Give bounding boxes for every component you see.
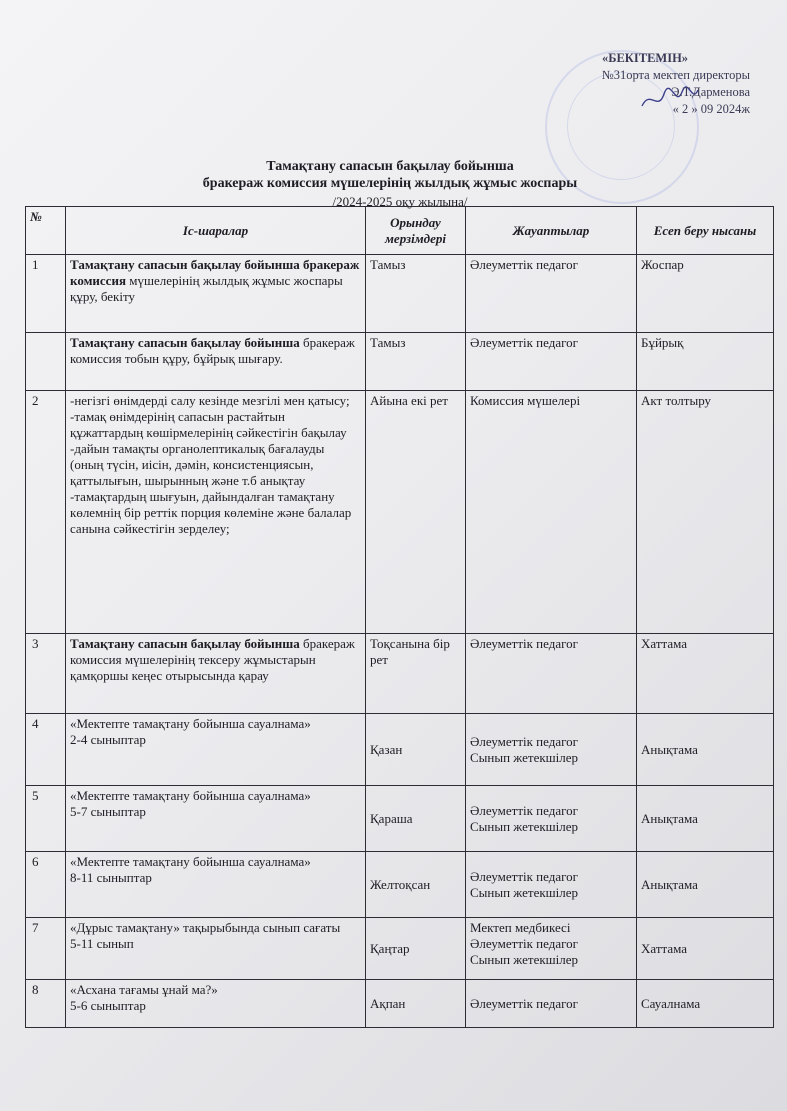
- row-deadline: Қаңтар: [366, 918, 466, 980]
- table-row: [26, 333, 774, 391]
- document-title: [150, 158, 630, 192]
- row-activity: «Мектепте тамақтану бойынша сауалнама» 5-7 сыныптар: [66, 786, 366, 852]
- col-header-responsible: Жауаптылар: [466, 207, 637, 255]
- row-number: 3: [26, 634, 66, 714]
- row-report: Сауалнама: [637, 980, 774, 1028]
- row-activity: «Мектепте тамақтану бойынша сауалнама» 2-4 сыныптар: [66, 714, 366, 786]
- row-responsible: Әлеуметтік педагог: [466, 980, 637, 1028]
- row-responsible: Мектеп медбикесі Әлеуметтік педагог Сынып жетекшілер: [466, 918, 637, 980]
- row-number: 5: [26, 786, 66, 852]
- row-report: Анықтама: [637, 786, 774, 852]
- row-report: Анықтама: [637, 714, 774, 786]
- row-activity: Тамақтану сапасын бақылау бойынша бракераж комиссия мүшелерінің жылдық жұмыс жоспары құру, бекіту: [66, 255, 366, 333]
- approval-date: « 2 » 09 2024ж: [672, 102, 750, 116]
- row-report: Акт толтыру: [637, 391, 774, 634]
- col-header-number: №: [26, 207, 66, 255]
- plan-table: [25, 206, 774, 1028]
- row-report: Анықтама: [637, 852, 774, 918]
- approval-block: [500, 50, 750, 118]
- row-deadline: Айына екі рет: [366, 391, 466, 634]
- row-report: Хаттама: [637, 918, 774, 980]
- table-row: [26, 852, 774, 918]
- title-line-2: бракераж комиссия мүшелерінің жылдық жұмыс жоспары: [202, 176, 578, 191]
- row-report: Бұйрық: [637, 333, 774, 391]
- row-activity: Тамақтану сапасын бақылау бойынша бракераж комиссия тобын құру, бұйрық шығару.: [66, 333, 366, 391]
- row-responsible: Әлеуметтік педагог Сынып жетекшілер: [466, 714, 637, 786]
- table-row: [26, 918, 774, 980]
- row-number: 4: [26, 714, 66, 786]
- row-activity: Тамақтану сапасын бақылау бойынша бракераж комиссия мүшелерінің тексеру жұмыстарын қамқоршы кеңес отырысында қарау: [66, 634, 366, 714]
- title-line-1: Тамақтану сапасын бақылау бойынша: [266, 159, 514, 174]
- row-activity: -негізгі өнімдерді салу кезінде мезгілі мен қатысу; -тамақ өнімдерінің сапасын растайтын құжаттардың көшірмелерінің сәйкестігін бақылау -дайын тамақты органолептикалық бағалауды (оның түсін, иісін, дәмін, консистенциясын, қаттылығын, шырынның және т.б анықтау -тамақтардың шығуын, дайындалған тамақтану көлемнің бір реттік порция көлеміне және балалар санына сәйкестігін зерделеу;: [66, 391, 366, 634]
- table-header-row: [26, 207, 774, 255]
- row-number: 7: [26, 918, 66, 980]
- table-row: [26, 980, 774, 1028]
- row-number: 2: [26, 391, 66, 634]
- row-report: Жоспар: [637, 255, 774, 333]
- approval-position: №31орта мектеп директоры: [601, 68, 750, 82]
- table-row: [26, 391, 774, 634]
- col-header-deadlines: Орындау мерзімдері: [366, 207, 466, 255]
- col-header-report-form: Есеп беру нысаны: [637, 207, 774, 255]
- row-deadline: Ақпан: [366, 980, 466, 1028]
- row-deadline: Тамыз: [366, 255, 466, 333]
- row-activity: «Мектепте тамақтану бойынша сауалнама» 8-11 сыныптар: [66, 852, 366, 918]
- row-number: 6: [26, 852, 66, 918]
- table-row: [26, 255, 774, 333]
- row-responsible: Әлеуметтік педагог: [466, 333, 637, 391]
- row-activity: «Асхана тағамы ұнай ма?» 5-6 сыныптар: [66, 980, 366, 1028]
- approval-heading: «БЕКІТЕМІН»: [601, 51, 689, 65]
- document-subtitle: /2024-2025 оқу жылына/: [332, 194, 468, 209]
- row-deadline: Қазан: [366, 714, 466, 786]
- row-number: 8: [26, 980, 66, 1028]
- row-responsible: Комиссия мүшелері: [466, 391, 637, 634]
- row-responsible: Әлеуметтік педагог: [466, 255, 637, 333]
- col-header-activities: Іс-шаралар: [66, 207, 366, 255]
- row-responsible: Әлеуметтік педагог Сынып жетекшілер: [466, 786, 637, 852]
- table-row: [26, 714, 774, 786]
- row-deadline: Тоқсанына бір рет: [366, 634, 466, 714]
- row-report: Хаттама: [637, 634, 774, 714]
- row-activity: «Дұрыс тамақтану» тақырыбында сынып сағаты 5-11 сынып: [66, 918, 366, 980]
- row-deadline: Тамыз: [366, 333, 466, 391]
- row-responsible: Әлеуметтік педагог Сынып жетекшілер: [466, 852, 637, 918]
- approval-name: Э.Т.Дарменова: [671, 85, 750, 99]
- table-row: [26, 634, 774, 714]
- row-responsible: Әлеуметтік педагог: [466, 634, 637, 714]
- table-row: [26, 786, 774, 852]
- row-deadline: Қараша: [366, 786, 466, 852]
- row-number: [26, 333, 66, 391]
- row-deadline: Желтоқсан: [366, 852, 466, 918]
- row-number: 1: [26, 255, 66, 333]
